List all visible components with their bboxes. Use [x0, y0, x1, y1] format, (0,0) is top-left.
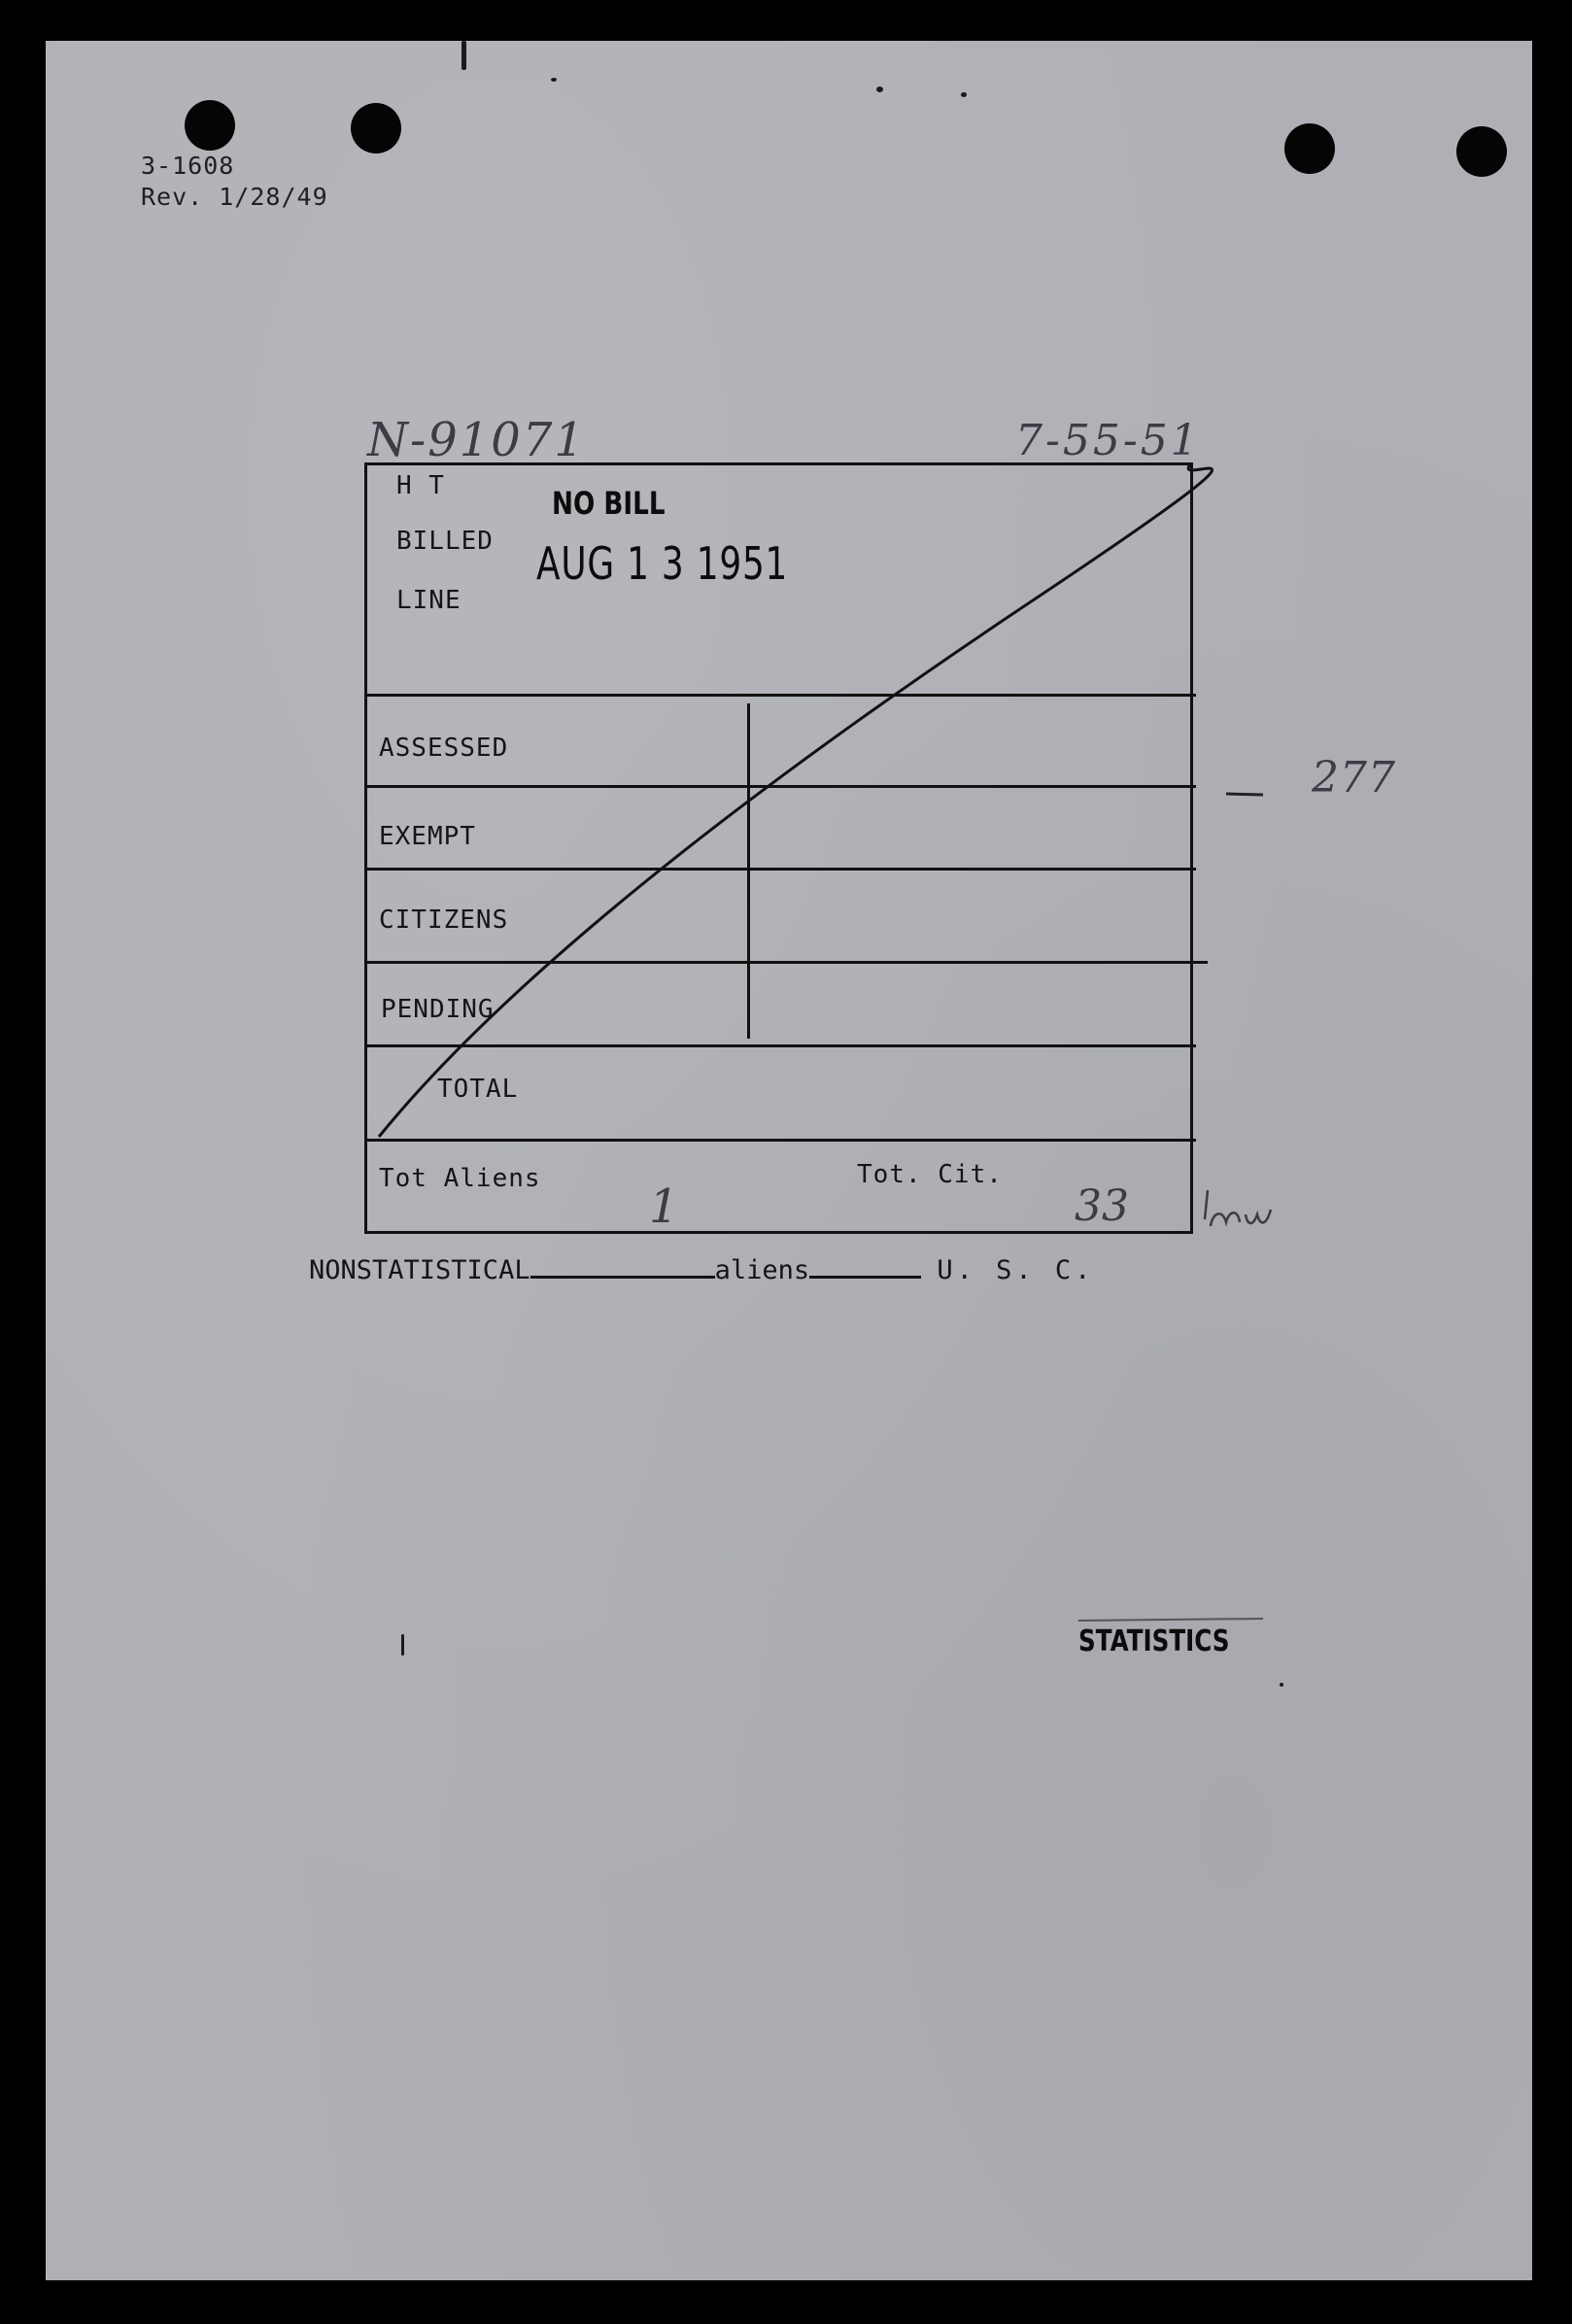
label-pending: PENDING [381, 995, 495, 1024]
label-assessed: ASSESSED [379, 734, 509, 763]
label-total: TOTAL [437, 1075, 519, 1104]
handwritten-date: 7-55-51 [1015, 416, 1201, 465]
label-line: LINE [396, 586, 461, 615]
handwritten-tot-aliens: 1 [649, 1179, 679, 1234]
nonstatistical-aliens-blank [530, 1250, 715, 1279]
handwritten-initials [1205, 1197, 1207, 1198]
form-code: 3-1608 [141, 152, 235, 180]
handwritten-side-number: 277 [1312, 753, 1396, 803]
handwritten-tot-cit: 33 [1075, 1181, 1129, 1231]
side-dash [1226, 794, 1263, 795]
label-ht: H T [396, 471, 445, 500]
form-revision: Rev. 1/28/49 [141, 183, 328, 211]
nonstatistical-label: NONSTATISTICAL [309, 1255, 530, 1285]
label-tot-cit: Tot. Cit. [857, 1160, 1003, 1189]
date-stamp: AUG 1 3 1951 [536, 537, 789, 590]
handwritten-file-number: N-91071 [367, 413, 586, 467]
diagonal-stroke [379, 464, 1213, 1137]
statistics-underline-top [1078, 1619, 1263, 1621]
statistics-stamp: STATISTICS [1078, 1624, 1230, 1658]
nonstatistical-line [309, 1250, 1094, 1285]
label-exempt: EXEMPT [379, 822, 476, 851]
aliens-label: aliens [714, 1255, 810, 1285]
nonstatistical-usc-blank [809, 1250, 921, 1279]
usc-label: U. S. C. [937, 1255, 1095, 1285]
label-citizens: CITIZENS [379, 906, 509, 935]
no-bill-stamp: NO BILL [552, 485, 666, 522]
label-tot-aliens: Tot Aliens [379, 1164, 541, 1193]
label-billed: BILLED [396, 527, 494, 556]
initials-flourish [1205, 1190, 1271, 1226]
